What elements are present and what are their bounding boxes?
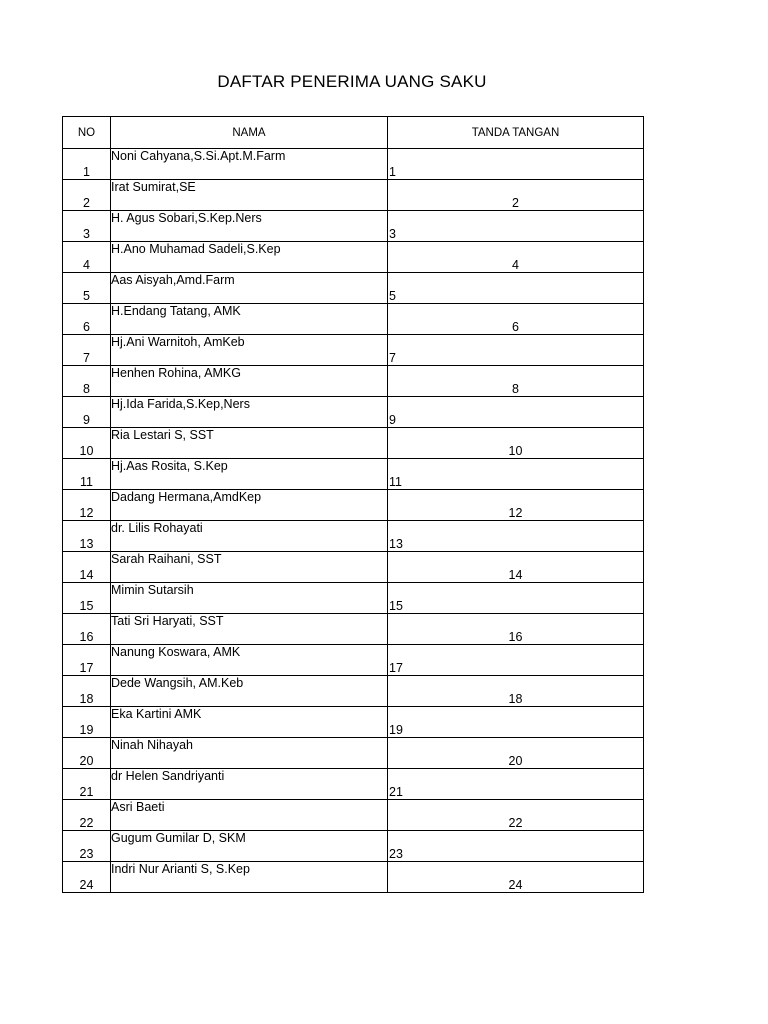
recipient-name: Ninah Nihayah	[111, 738, 388, 769]
recipient-name: Asri Baeti	[111, 800, 388, 831]
table-row	[63, 459, 644, 490]
signature-cell: 14	[388, 552, 644, 583]
table-row	[63, 149, 644, 180]
row-number: 14	[63, 552, 111, 583]
table-row	[63, 304, 644, 335]
row-number: 2	[63, 180, 111, 211]
signature-cell: 24	[388, 862, 644, 893]
table-row	[63, 614, 644, 645]
recipient-name: Tati Sri Haryati, SST	[111, 614, 388, 645]
recipient-name: Hj.Ani Warnitoh, AmKeb	[111, 335, 388, 366]
recipient-name: Noni Cahyana,S.Si.Apt.M.Farm	[111, 149, 388, 180]
table-row	[63, 180, 644, 211]
table-row	[63, 738, 644, 769]
recipient-name: Indri Nur Arianti S, S.Kep	[111, 862, 388, 893]
row-number: 22	[63, 800, 111, 831]
table-row	[63, 676, 644, 707]
table-row	[63, 335, 644, 366]
signature-cell: 7	[388, 335, 644, 366]
recipient-name: Aas Aisyah,Amd.Farm	[111, 273, 388, 304]
signature-cell: 11	[388, 459, 644, 490]
recipient-name: Hj.Ida Farida,S.Kep,Ners	[111, 397, 388, 428]
row-number: 7	[63, 335, 111, 366]
signature-cell: 10	[388, 428, 644, 459]
table-row	[63, 397, 644, 428]
signature-cell: 1	[388, 149, 644, 180]
row-number: 4	[63, 242, 111, 273]
signature-cell: 18	[388, 676, 644, 707]
column-header-nama: NAMA	[111, 117, 388, 149]
signature-cell: 16	[388, 614, 644, 645]
recipient-name: Dadang Hermana,AmdKep	[111, 490, 388, 521]
table-body	[63, 149, 644, 893]
table-row	[63, 769, 644, 800]
row-number: 5	[63, 273, 111, 304]
row-number: 20	[63, 738, 111, 769]
row-number: 8	[63, 366, 111, 397]
signature-cell: 19	[388, 707, 644, 738]
row-number: 10	[63, 428, 111, 459]
table-row	[63, 862, 644, 893]
signature-cell: 12	[388, 490, 644, 521]
signature-cell: 9	[388, 397, 644, 428]
recipient-name: H.Endang Tatang, AMK	[111, 304, 388, 335]
recipient-name: Dede Wangsih, AM.Keb	[111, 676, 388, 707]
recipient-name: Irat Sumirat,SE	[111, 180, 388, 211]
row-number: 24	[63, 862, 111, 893]
table-row	[63, 242, 644, 273]
row-number: 6	[63, 304, 111, 335]
recipient-name: Sarah Raihani, SST	[111, 552, 388, 583]
signature-cell: 8	[388, 366, 644, 397]
signature-cell: 6	[388, 304, 644, 335]
row-number: 13	[63, 521, 111, 552]
signature-cell: 3	[388, 211, 644, 242]
table-row	[63, 211, 644, 242]
recipient-name: H. Agus Sobari,S.Kep.Ners	[111, 211, 388, 242]
recipient-name: Eka Kartini AMK	[111, 707, 388, 738]
recipient-name: Mimin Sutarsih	[111, 583, 388, 614]
row-number: 12	[63, 490, 111, 521]
recipient-table	[62, 116, 644, 893]
table-row	[63, 366, 644, 397]
row-number: 19	[63, 707, 111, 738]
column-header-no: NO	[63, 117, 111, 149]
table-row	[63, 831, 644, 862]
recipient-name: Hj.Aas Rosita, S.Kep	[111, 459, 388, 490]
recipient-name: dr. Lilis Rohayati	[111, 521, 388, 552]
signature-cell: 22	[388, 800, 644, 831]
recipient-name: H.Ano Muhamad Sadeli,S.Kep	[111, 242, 388, 273]
table-row	[63, 583, 644, 614]
row-number: 21	[63, 769, 111, 800]
recipient-name: Gugum Gumilar D, SKM	[111, 831, 388, 862]
table-row	[63, 490, 644, 521]
signature-cell: 5	[388, 273, 644, 304]
row-number: 1	[63, 149, 111, 180]
table-row	[63, 521, 644, 552]
document-title: DAFTAR PENERIMA UANG SAKU	[217, 72, 487, 91]
table-row	[63, 645, 644, 676]
row-number: 3	[63, 211, 111, 242]
row-number: 18	[63, 676, 111, 707]
recipient-name: Henhen Rohina, AMKG	[111, 366, 388, 397]
row-number: 16	[63, 614, 111, 645]
table-header-row	[63, 117, 644, 149]
row-number: 11	[63, 459, 111, 490]
row-number: 9	[63, 397, 111, 428]
table-row	[63, 707, 644, 738]
signature-cell: 21	[388, 769, 644, 800]
table-row	[63, 552, 644, 583]
column-header-ttd: TANDA TANGAN	[388, 117, 644, 149]
signature-cell: 17	[388, 645, 644, 676]
table-row	[63, 273, 644, 304]
signature-cell: 13	[388, 521, 644, 552]
row-number: 17	[63, 645, 111, 676]
row-number: 15	[63, 583, 111, 614]
signature-cell: 15	[388, 583, 644, 614]
recipient-name: dr Helen Sandriyanti	[111, 769, 388, 800]
recipient-name: Ria Lestari S, SST	[111, 428, 388, 459]
signature-cell: 2	[388, 180, 644, 211]
row-number: 23	[63, 831, 111, 862]
signature-cell: 20	[388, 738, 644, 769]
table-row	[63, 800, 644, 831]
signature-cell: 23	[388, 831, 644, 862]
signature-cell: 4	[388, 242, 644, 273]
recipient-name: Nanung Koswara, AMK	[111, 645, 388, 676]
table-row	[63, 428, 644, 459]
